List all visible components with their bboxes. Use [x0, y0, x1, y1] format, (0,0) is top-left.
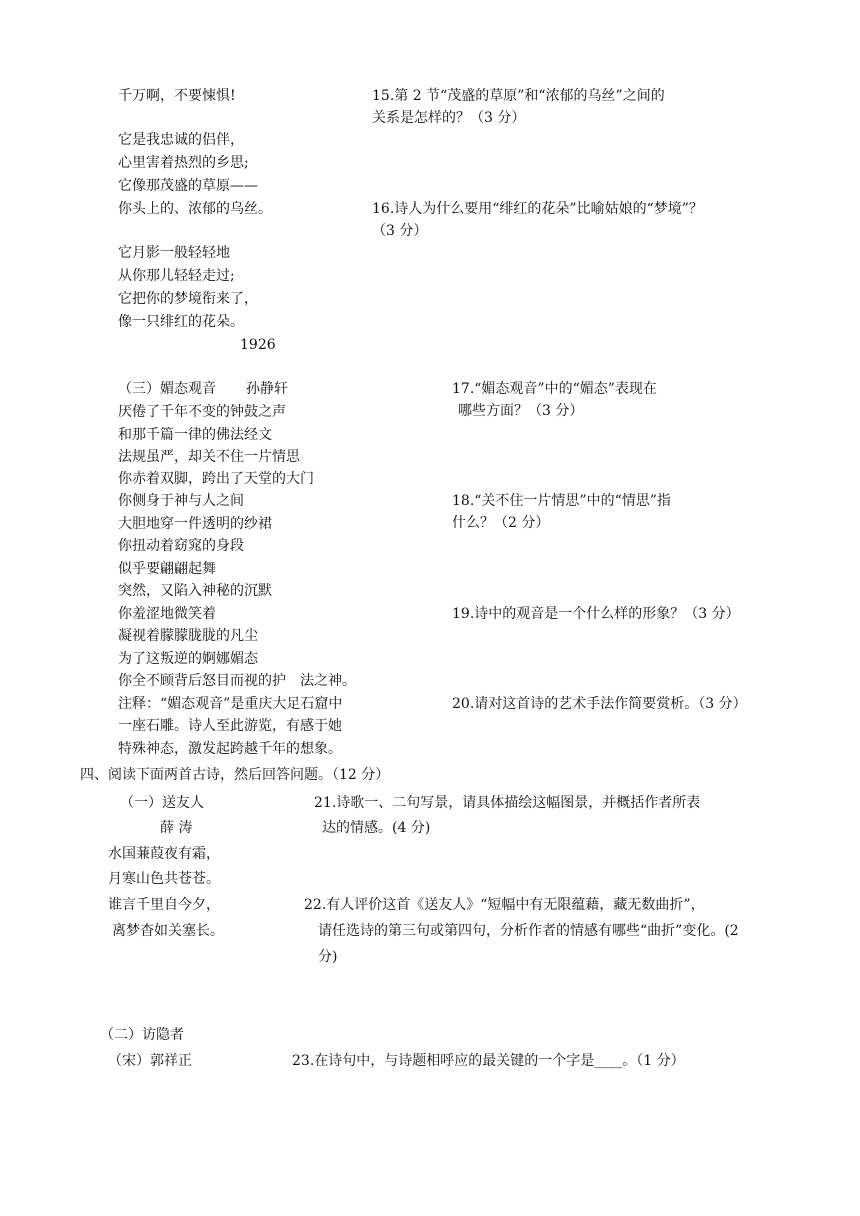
- poem-author: 薛 涛: [160, 820, 193, 836]
- question-15-cont: 关系是怎样的？（3 分）: [372, 110, 526, 126]
- poem-line: 从你那儿轻轻走过;: [118, 268, 235, 284]
- question-22-cont: 请任选诗的第三句或第四句，分析作者的情感有哪些“曲折”变化。(2: [318, 923, 739, 939]
- poem-note: 特殊神态，激发起跨越千年的想象。: [118, 741, 342, 757]
- poem-line: 它月影一般轻轻地: [118, 245, 230, 261]
- poem-line: 千万啊，不要悚惧!: [118, 88, 236, 104]
- poem-year: 1926: [240, 337, 276, 353]
- question-16: 16.诗人为什么要用“绯红的花朵”比喻姑娘的“梦境”？: [372, 201, 703, 217]
- poem-line: 它像那茂盛的草原——: [118, 178, 258, 194]
- poem-title: （一）送友人: [120, 795, 204, 811]
- poem-title: （三）媚态观音: [118, 381, 216, 397]
- poem-line: 它是我忠诚的侣伴，: [118, 132, 244, 148]
- poem-title: （二）访隐者: [100, 1027, 184, 1043]
- question-19: 19.诗中的观音是一个什么样的形象？（3 分）: [452, 606, 740, 622]
- question-20: 20.请对这首诗的艺术手法作简要赏析。（3 分）: [452, 696, 747, 712]
- poem-author: 孙静轩: [246, 381, 288, 397]
- poem-line: 法规虽严，却关不住一片情思: [118, 449, 300, 465]
- question-21: 21.诗歌一、二句写景，请具体描绘这幅图景，并概括作者所表: [314, 795, 701, 811]
- poem-line: 它把你的梦境衔来了，: [118, 291, 258, 307]
- poem-note: 注释：“媚态观音”是重庆大足石窟中: [118, 696, 343, 712]
- poem-line: 你头上的、浓郁的乌丝。: [118, 201, 272, 217]
- question-22: 22.有人评价这首《送友人》“短幅中有无限蕴藉，藏无数曲折”，: [304, 897, 705, 913]
- poem-line: 为了这叛逆的婀娜媚态: [118, 651, 258, 667]
- poem-line: 似乎要翩翩起舞: [118, 561, 216, 577]
- poem-author: （宋）郭祥正: [108, 1053, 192, 1069]
- poem-line: 心里害着热烈的乡思;: [118, 155, 249, 171]
- question-23: 23.在诗句中，与诗题相呼应的最关键的一个字是____。（1 分）: [292, 1053, 685, 1069]
- poem-line: 像一只绯红的花朵。: [118, 314, 244, 330]
- section-heading: 四、阅读下面两首古诗，然后回答问题。（12 分）: [80, 767, 390, 783]
- question-21-cont: 达的情感。(4 分): [322, 820, 431, 836]
- poem-line: 你羞涩地微笑着: [118, 606, 216, 622]
- question-18-cont: 什么？（2 分）: [452, 515, 550, 531]
- poem-line: 突然，又陷入神秘的沉默: [118, 583, 272, 599]
- question-18: 18.“关不住一片情思”中的“情思”指: [452, 493, 671, 509]
- question-16-cont: （3 分）: [372, 223, 428, 239]
- question-17-cont: 哪些方面？（3 分）: [458, 403, 584, 419]
- poem-line: 凝视着朦朦胧胧的凡尘: [118, 628, 258, 644]
- poem-line: 月寒山色共苍苍。: [108, 871, 220, 887]
- question-15: 15.第 2 节“茂盛的草原”和“浓郁的乌丝”之间的: [372, 88, 665, 104]
- poem-line: 你侧身于神与人之间: [118, 493, 244, 509]
- poem-line: 厌倦了千年不变的钟鼓之声: [118, 404, 286, 420]
- poem-line: 水国蒹葭夜有霜，: [108, 846, 220, 862]
- poem-line: 离梦杳如关塞长。: [112, 923, 224, 939]
- poem-note: 一座石雕。诗人至此游览，有感于她: [118, 718, 342, 734]
- question-17: 17.“媚态观音”中的“媚态”表现在: [452, 381, 657, 397]
- poem-line: 你赤着双脚，跨出了天堂的大门: [118, 471, 314, 487]
- poem-line: 和那千篇一律的佛法经文: [118, 427, 272, 443]
- poem-line: 大胆地穿一件透明的纱裙: [118, 516, 272, 532]
- poem-line: 你全不顾背后怒目而视的护 法之神。: [118, 673, 356, 689]
- question-22-cont: 分): [318, 949, 338, 965]
- poem-line: 谁言千里自今夕，: [108, 897, 220, 913]
- poem-line: 你扭动着窈窕的身段: [118, 538, 244, 554]
